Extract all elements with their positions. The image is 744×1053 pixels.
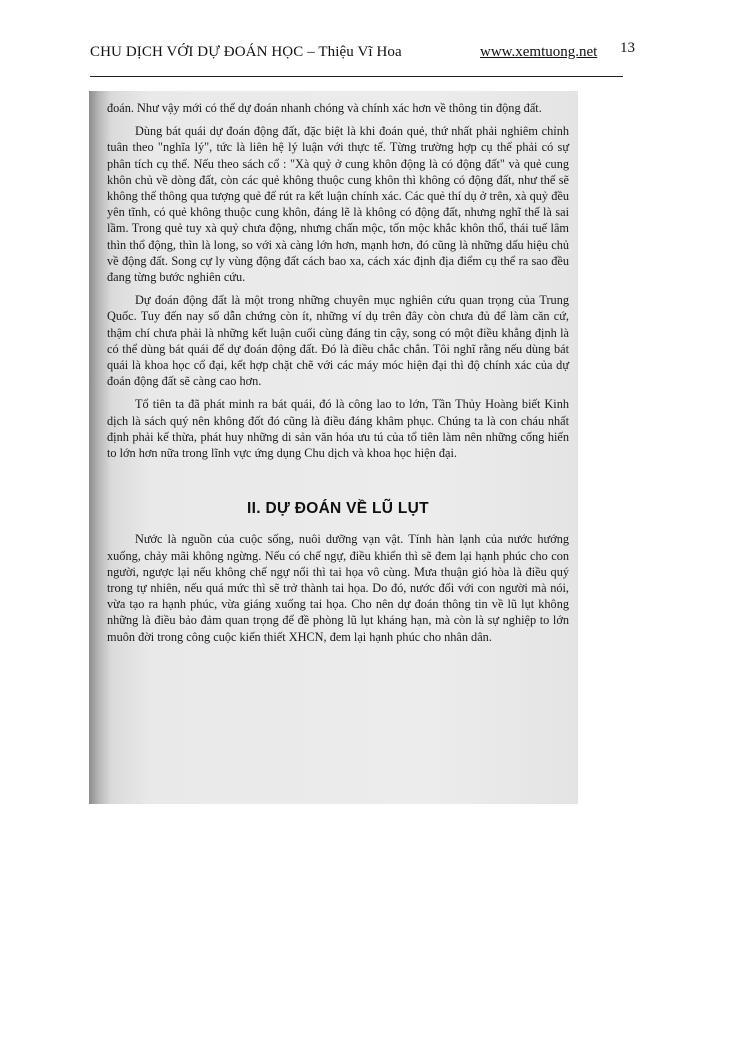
paragraph-2: Dùng bát quái dự đoán động đất, đặc biệt là khi đoán quẻ, thứ nhất phải nghiêm chỉnh tuân theo "nghĩa lý", tức là liên hệ lý luận với thực tế. Từng trường hợp cụ thể phải có sự phân tích cụ thể. Nếu theo sách cổ : "Xà quỷ ở cung khôn động là có động đất" và quẻ cung khôn chủ về dòng đất, còn các quẻ không thuộc cung khôn thì không có động đất, như thế sẽ không thể thông qua tượng quẻ để rút ra kết luận chính xác. Các quẻ thí dụ ở trên, xà quỷ đều yên tĩnh, có quẻ không thuộc cung khôn, đáng lẽ là không có động đất, nhưng nghĩ thế là sai lầm. Trong quẻ tuy xà quỷ chưa động, nhưng chấn mộc, tốn mộc khắc khôn thổ, thái tuế lâm thìn thổ động, thìn là long, so với xà càng lớn hơn, mạnh hơn, đó cũng là những dấu hiệu chủ về động đất. Song cự ly vùng động đất cách bao xa, cách xác định địa điểm cụ thể ra sao đều đang từng bước nghiên cứu.: [107, 124, 569, 285]
section-paragraph: Nước là nguồn của cuộc sống, nuôi dưỡng vạn vật. Tính hàn lạnh của nước hướng xuống, chảy mãi không ngừng. Nếu có chế ngự, điều khiển thì sẽ đem lại hạnh phúc cho con người, ngược lại nếu không chế ngự nổi thì tai họa vô cùng. Mưa thuận gió hòa là điều quý trong tự nhiên, nếu quá mức thì sẽ trở thành tai họa. Do đó, nước đối với con người mà nói, vừa tạo ra hạnh phúc, vừa giáng xuống tai họa. Cho nên dự đoán thông tin về lũ lụt không những là điều bảo đảm quan trọng để đề phòng lũ lụt kháng hạn, mà còn là sự nghiệp to lớn muôn đời trong công cuộc kiến thiết XHCN, đem lại hạnh phúc cho nhân dân.: [107, 532, 569, 644]
paragraph-1: đoán. Như vậy mới có thể dự đoán nhanh chóng và chính xác hơn về thông tin động đất.: [107, 101, 542, 115]
scanned-page-image: [89, 91, 578, 804]
book-title: CHU DỊCH VỚI DỰ ĐOÁN HỌC – Thiệu Vĩ Hoa: [90, 44, 402, 60]
page-header: [90, 40, 635, 68]
paragraph-4: Tổ tiên ta đã phát minh ra bát quái, đó là công lao to lớn, Tần Thủy Hoàng biết Kinh dịch là sách quý nên không đốt đó cũng là điều đáng khâm phục. Chúng ta là con cháu nhất định phải kế thừa, phát huy những di sản văn hóa ưu tú của tổ tiên làm nên những cống hiến to lớn hơn nữa trong lĩnh vực ứng dụng Chu dịch và khoa học hiện đại.: [107, 397, 569, 461]
scanned-text-body: [107, 100, 569, 645]
website-link[interactable]: www.xemtuong.net: [480, 44, 598, 60]
page-number: 13: [620, 40, 635, 56]
header-divider: [90, 76, 623, 77]
section-heading: II. DỰ ĐOÁN VỀ LŨ LỤT: [247, 500, 429, 518]
paragraph-3: Dự đoán động đất là một trong những chuyên mục nghiên cứu quan trọng của Trung Quốc. Tuy đến nay số dẫn chứng còn ít, những ví dụ trên đây còn chưa đủ để làm căn cứ, thậm chí chưa phải là những kết luận cuối cùng đáng tin cậy, song có một điều khẳng định là có thể dùng bát quái để dự đoán động đất. Đó là điều chắc chắn. Tôi nghĩ rằng nếu dùng bát quái là khoa học cổ đại, kết hợp chặt chẽ với các máy móc hiện đại thì độ chính xác của dự đoán động đất sẽ càng cao hơn.: [107, 293, 569, 389]
